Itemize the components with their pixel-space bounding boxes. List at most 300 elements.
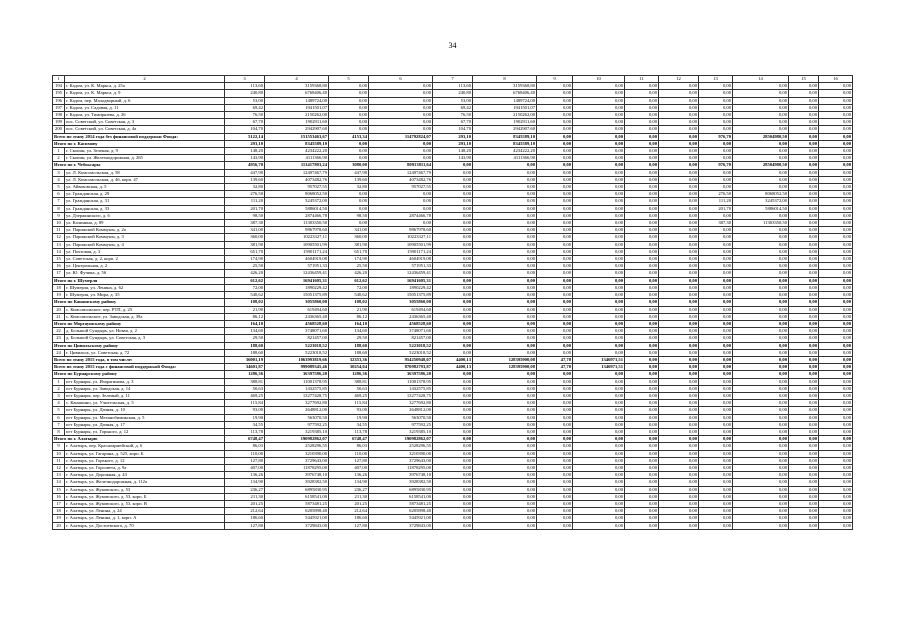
subtotal-value: 3055860,00 bbox=[369, 299, 433, 306]
value-cell: 0,00 bbox=[433, 414, 473, 421]
value-cell: 0,00 bbox=[433, 212, 473, 219]
value-cell: 3159368,80 bbox=[473, 83, 537, 90]
value-cell: 3219385,10 bbox=[369, 428, 433, 435]
address-cell: ул. Л. Комсомольская, д. 46, корп. 47 bbox=[65, 176, 225, 183]
value-cell: 127,80 bbox=[225, 457, 265, 464]
value-cell: 13277428,75 bbox=[369, 392, 433, 399]
value-cell: 0,00 bbox=[573, 292, 625, 299]
value-cell: 0,00 bbox=[789, 493, 819, 500]
value-cell: 3277692,80 bbox=[369, 400, 433, 407]
subtotal-value: 0,00 bbox=[789, 162, 819, 169]
value-cell: 0,00 bbox=[819, 486, 853, 493]
value-cell: 0,00 bbox=[733, 212, 789, 219]
value-cell: 0,00 bbox=[473, 256, 537, 263]
subtotal-value: 28504980,50 bbox=[733, 162, 789, 169]
value-cell: 139,60 bbox=[225, 176, 265, 183]
subtotal-value: 113417803,24 bbox=[265, 162, 329, 169]
value-cell: 0,00 bbox=[625, 248, 659, 255]
value-cell: 0,00 bbox=[733, 493, 789, 500]
value-cell: 0,00 bbox=[573, 263, 625, 270]
subtotal-value: 0,00 bbox=[625, 320, 659, 327]
value-cell: 0,00 bbox=[659, 83, 699, 90]
subtotal-value: 0,00 bbox=[659, 299, 699, 306]
subtotal-value: 0,00 bbox=[473, 299, 537, 306]
value-cell: 0,00 bbox=[789, 407, 819, 414]
subtotal-value: 0,00 bbox=[733, 299, 789, 306]
address-cell: г. Алатырь, ул. Горького, д. 12 bbox=[65, 457, 225, 464]
value-cell: 0,00 bbox=[733, 400, 789, 407]
value-cell: 0,00 bbox=[573, 205, 625, 212]
subtotal-value: 0,00 bbox=[733, 277, 789, 284]
value-cell: 0,00 bbox=[329, 220, 369, 227]
subtotal-value: 0,00 bbox=[473, 277, 537, 284]
table-row bbox=[53, 241, 853, 248]
value-cell: 0,00 bbox=[659, 421, 699, 428]
value-cell: 0,00 bbox=[699, 263, 733, 270]
row-number: 8 bbox=[53, 205, 65, 212]
value-cell: 0,00 bbox=[789, 119, 819, 126]
address-cell: г. Алатырь, ул. Дорожная, д. 43 bbox=[65, 472, 225, 479]
table-row bbox=[53, 284, 853, 291]
subtotal-value: 999089345,46 bbox=[265, 364, 329, 371]
value-cell: 3245372,00 bbox=[733, 198, 789, 205]
table-row bbox=[53, 270, 853, 277]
value-cell: 0,00 bbox=[433, 292, 473, 299]
address-cell: пгт Бурнары, пер. Зеленый, д. 11 bbox=[65, 392, 225, 399]
subtotal-row bbox=[53, 356, 853, 363]
subtotal-value: 108,02 bbox=[225, 299, 265, 306]
subtotal-value: 0,00 bbox=[625, 364, 659, 371]
value-cell: 426,20 bbox=[329, 270, 369, 277]
value-cell: 2874466,78 bbox=[369, 212, 433, 219]
subtotal-value: 0,00 bbox=[625, 342, 659, 349]
value-cell: 0,00 bbox=[573, 508, 625, 515]
value-cell: 4234222,20 bbox=[265, 148, 329, 155]
value-cell: 0,00 bbox=[659, 428, 699, 435]
value-cell: 0,00 bbox=[659, 148, 699, 155]
subtotal-value: 0,00 bbox=[573, 371, 625, 378]
value-cell: 0,00 bbox=[819, 349, 853, 356]
row-number: 13 bbox=[53, 472, 65, 479]
value-cell: 0,00 bbox=[789, 97, 819, 104]
value-cell: 201,25 bbox=[225, 500, 265, 507]
value-cell: 3976748,10 bbox=[265, 472, 329, 479]
value-cell: 0,00 bbox=[473, 234, 537, 241]
subtotal-value: 0,00 bbox=[733, 320, 789, 327]
table-row bbox=[53, 112, 853, 119]
value-cell: 0,00 bbox=[699, 306, 733, 313]
row-number: 7 bbox=[53, 421, 65, 428]
column-number-cell: 12 bbox=[659, 76, 699, 83]
subtotal-value: 36001,19 bbox=[225, 356, 265, 363]
value-cell: 0,00 bbox=[733, 522, 789, 529]
value-cell: 1890229,42 bbox=[369, 284, 433, 291]
value-cell: 0,00 bbox=[625, 191, 659, 198]
value-cell: 0,00 bbox=[537, 522, 573, 529]
value-cell: 98,50 bbox=[329, 212, 369, 219]
value-cell: 0,00 bbox=[699, 169, 733, 176]
value-cell: 2942907,60 bbox=[473, 126, 537, 133]
value-cell: 0,00 bbox=[659, 270, 699, 277]
value-cell: 21,90 bbox=[329, 306, 369, 313]
column-number-cell: 1 bbox=[53, 76, 65, 83]
value-cell: 0,00 bbox=[819, 119, 853, 126]
value-cell: 0,00 bbox=[819, 284, 853, 291]
value-cell: 0,00 bbox=[659, 248, 699, 255]
value-cell: 0,00 bbox=[733, 508, 789, 515]
value-cell: 0,00 bbox=[789, 385, 819, 392]
value-cell: 104,70 bbox=[225, 126, 265, 133]
value-cell: 0,00 bbox=[433, 472, 473, 479]
address-cell: пгт Бурнары, ул. Дачная, д. 17 bbox=[65, 421, 225, 428]
value-cell: 0,00 bbox=[625, 464, 659, 471]
value-cell: 0,00 bbox=[699, 457, 733, 464]
value-cell: 8068052,50 bbox=[265, 191, 329, 198]
value-cell: 98,50 bbox=[225, 212, 265, 219]
value-cell: 0,00 bbox=[819, 400, 853, 407]
value-cell: 0,00 bbox=[659, 522, 699, 529]
value-cell: 0,00 bbox=[473, 500, 537, 507]
address-cell: ул. Центральная, д. 2 bbox=[65, 263, 225, 270]
value-cell: 0,00 bbox=[473, 263, 537, 270]
value-cell: 381,90 bbox=[329, 241, 369, 248]
value-cell: 0,00 bbox=[473, 248, 537, 255]
table-row bbox=[53, 212, 853, 219]
value-cell: 0,00 bbox=[699, 472, 733, 479]
value-cell: 0,00 bbox=[733, 256, 789, 263]
subtotal-value: 0,00 bbox=[659, 356, 699, 363]
value-cell: 3219385,10 bbox=[265, 428, 329, 435]
value-cell: 0,00 bbox=[573, 248, 625, 255]
value-cell: 0,00 bbox=[573, 313, 625, 320]
subtotal-value: 0,00 bbox=[699, 356, 733, 363]
value-cell: 0,00 bbox=[433, 220, 473, 227]
value-cell: 201,70 bbox=[225, 205, 265, 212]
value-cell: 0,00 bbox=[537, 148, 573, 155]
value-cell: 0,00 bbox=[433, 400, 473, 407]
value-cell: 0,00 bbox=[699, 392, 733, 399]
value-cell: 0,00 bbox=[659, 292, 699, 299]
value-cell: 0,00 bbox=[819, 457, 853, 464]
subtotal-value: 0,00 bbox=[573, 162, 625, 169]
value-cell: 276,50 bbox=[225, 191, 265, 198]
value-cell: 407,00 bbox=[225, 464, 265, 471]
value-cell: 1890229,42 bbox=[265, 284, 329, 291]
value-cell: 341,00 bbox=[225, 227, 265, 234]
table-row bbox=[53, 97, 853, 104]
value-cell: 0,00 bbox=[733, 515, 789, 522]
value-cell: 0,00 bbox=[699, 328, 733, 335]
value-cell: 0,00 bbox=[789, 176, 819, 183]
value-cell: 0,00 bbox=[789, 457, 819, 464]
value-cell: 0,00 bbox=[625, 385, 659, 392]
value-cell: 0,00 bbox=[537, 508, 573, 515]
subtotal-value: 34601,87 bbox=[225, 364, 265, 371]
value-cell: 0,00 bbox=[819, 414, 853, 421]
address-cell: г. Кадом, ул. Тимирязева, д. 26 bbox=[65, 112, 225, 119]
value-cell: 0,00 bbox=[659, 263, 699, 270]
value-cell: 0,00 bbox=[733, 349, 789, 356]
value-cell: 0,00 bbox=[573, 515, 625, 522]
address-cell: пгт Бурнары, ул. Горького, д. 12 bbox=[65, 428, 225, 435]
value-cell: 0,00 bbox=[819, 176, 853, 183]
subtotal-value: 0,00 bbox=[573, 140, 625, 147]
value-cell: 0,00 bbox=[537, 90, 573, 97]
value-cell: 0,00 bbox=[789, 464, 819, 471]
row-number: 5 bbox=[53, 184, 65, 191]
value-cell: 0,00 bbox=[733, 176, 789, 183]
value-cell: 540,62 bbox=[329, 292, 369, 299]
subtotal-value: 0,00 bbox=[433, 371, 473, 378]
value-cell: 0,00 bbox=[329, 198, 369, 205]
address-cell: ул. Советская, д. 2, корп. 2 bbox=[65, 256, 225, 263]
value-cell: 0,00 bbox=[659, 464, 699, 471]
subtotal-value: 3055860,00 bbox=[265, 299, 329, 306]
value-cell: 0,00 bbox=[819, 248, 853, 255]
value-cell: 0,00 bbox=[789, 450, 819, 457]
column-number-cell: 4 bbox=[265, 76, 329, 83]
value-cell: 0,00 bbox=[659, 104, 699, 111]
value-cell: 5445921,00 bbox=[265, 515, 329, 522]
value-cell: 0,00 bbox=[625, 169, 659, 176]
subtotal-value: 4400,13 bbox=[433, 356, 473, 363]
value-cell: 0,00 bbox=[699, 313, 733, 320]
subtotal-label: Итого по Цивильскому району bbox=[53, 342, 225, 349]
value-cell: 0,00 bbox=[473, 284, 537, 291]
value-cell: 0,00 bbox=[573, 421, 625, 428]
value-cell: 0,00 bbox=[537, 414, 573, 421]
value-cell: 341,00 bbox=[329, 227, 369, 234]
value-cell: 19,90 bbox=[329, 414, 369, 421]
value-cell: 6768406,40 bbox=[473, 90, 537, 97]
value-cell: 0,00 bbox=[537, 184, 573, 191]
value-cell: 174,90 bbox=[225, 256, 265, 263]
value-cell: 0,00 bbox=[369, 205, 433, 212]
value-cell: 0,00 bbox=[473, 270, 537, 277]
address-cell: ул. Гражданская, д. 33 bbox=[65, 205, 225, 212]
value-cell: 0,00 bbox=[329, 126, 369, 133]
value-cell: 236,27 bbox=[225, 486, 265, 493]
value-cell: 0,00 bbox=[625, 292, 659, 299]
subtotal-row bbox=[53, 320, 853, 327]
value-cell: 0,00 bbox=[733, 241, 789, 248]
value-cell: 0,00 bbox=[659, 328, 699, 335]
value-cell: 0,00 bbox=[659, 313, 699, 320]
value-cell: 76,50 bbox=[433, 112, 473, 119]
value-cell: 0,00 bbox=[473, 486, 537, 493]
value-cell: 113,78 bbox=[329, 428, 369, 435]
value-cell: 0,00 bbox=[789, 472, 819, 479]
value-cell: 93,00 bbox=[329, 407, 369, 414]
subtotal-value: 5122,14 bbox=[225, 133, 265, 140]
value-cell: 29,50 bbox=[329, 335, 369, 342]
value-cell: 0,00 bbox=[819, 328, 853, 335]
value-cell: 0,00 bbox=[659, 349, 699, 356]
value-cell: 0,00 bbox=[537, 270, 573, 277]
address-cell: пгт Бурнары, ул. Изарагинова, д. 3 bbox=[65, 378, 225, 385]
value-cell: 76,50 bbox=[225, 112, 265, 119]
value-cell: 0,00 bbox=[573, 349, 625, 356]
value-cell: 4234222,20 bbox=[473, 148, 537, 155]
subtotal-value: 0,00 bbox=[573, 299, 625, 306]
value-cell: 143,90 bbox=[225, 155, 265, 162]
value-cell: 0,00 bbox=[625, 263, 659, 270]
address-cell: ул. Гражданская, д. 31 bbox=[65, 198, 225, 205]
value-cell: 6205898,40 bbox=[265, 508, 329, 515]
value-cell: 0,00 bbox=[699, 90, 733, 97]
value-cell: 0,00 bbox=[573, 522, 625, 529]
value-cell: 0,00 bbox=[433, 493, 473, 500]
subtotal-value: 0,00 bbox=[537, 436, 573, 443]
value-cell: 0,00 bbox=[699, 176, 733, 183]
value-cell: 0,00 bbox=[819, 126, 853, 133]
value-cell: 0,00 bbox=[699, 378, 733, 385]
value-cell: 201,70 bbox=[699, 205, 733, 212]
subtotal-value: 4400,13 bbox=[433, 364, 473, 371]
value-cell: 0,00 bbox=[699, 421, 733, 428]
row-number: 11 bbox=[53, 457, 65, 464]
value-cell: 0,00 bbox=[789, 155, 819, 162]
value-cell: 50,63 bbox=[225, 385, 265, 392]
value-cell: 0,00 bbox=[819, 493, 853, 500]
value-cell: 0,00 bbox=[473, 508, 537, 515]
value-cell: 136,26 bbox=[225, 472, 265, 479]
subtotal-value: 5223018,52 bbox=[369, 342, 433, 349]
value-cell: 0,00 bbox=[573, 270, 625, 277]
value-cell: 0,00 bbox=[819, 428, 853, 435]
value-cell: 360,00 bbox=[329, 234, 369, 241]
value-cell: 0,00 bbox=[659, 515, 699, 522]
subtotal-value: 1346971,51 bbox=[573, 356, 625, 363]
value-cell: 0,00 bbox=[537, 428, 573, 435]
value-cell: 134,60 bbox=[225, 328, 265, 335]
subtotal-value: 1346971,51 bbox=[573, 364, 625, 371]
value-cell: 0,00 bbox=[573, 241, 625, 248]
subtotal-value: 0,00 bbox=[625, 356, 659, 363]
subtotal-value: 0,00 bbox=[473, 436, 537, 443]
value-cell: 6768406,40 bbox=[265, 90, 329, 97]
value-cell: 3729843,00 bbox=[369, 522, 433, 529]
value-cell: 0,00 bbox=[537, 486, 573, 493]
table-row bbox=[53, 385, 853, 392]
value-cell: 0,00 bbox=[537, 284, 573, 291]
value-cell: 0,00 bbox=[733, 83, 789, 90]
table-row bbox=[53, 378, 853, 385]
subtotal-value: 0,00 bbox=[659, 436, 699, 443]
value-cell: 0,00 bbox=[733, 119, 789, 126]
value-cell: 0,00 bbox=[699, 450, 733, 457]
value-cell: 1941501,07 bbox=[265, 104, 329, 111]
row-number: 199 bbox=[53, 119, 65, 126]
table-row bbox=[53, 234, 853, 241]
row-number: 3 bbox=[53, 392, 65, 399]
value-cell: 0,00 bbox=[733, 126, 789, 133]
value-cell: 0,00 bbox=[473, 450, 537, 457]
value-cell: 11303350,50 bbox=[733, 220, 789, 227]
value-cell: 0,00 bbox=[473, 349, 537, 356]
subtotal-value: 0,00 bbox=[819, 371, 853, 378]
value-cell: 0,00 bbox=[433, 450, 473, 457]
subtotal-value: 0,00 bbox=[733, 356, 789, 363]
address-cell: г. Кадом, ул. К. Маркса, д. 25а bbox=[65, 83, 225, 90]
value-cell: 0,00 bbox=[537, 234, 573, 241]
value-cell: 0,00 bbox=[659, 486, 699, 493]
subtotal-value: 1286,36 bbox=[225, 371, 265, 378]
subtotal-value: 114792824,07 bbox=[369, 133, 433, 140]
value-cell: 0,00 bbox=[733, 292, 789, 299]
value-cell: 0,00 bbox=[733, 472, 789, 479]
subtotal-value: 870982793,87 bbox=[369, 364, 433, 371]
value-cell: 0,00 bbox=[789, 205, 819, 212]
value-cell: 0,00 bbox=[819, 169, 853, 176]
value-cell: 2648812,00 bbox=[265, 407, 329, 414]
value-cell: 651,70 bbox=[225, 248, 265, 255]
subtotal-label: Итого по Канашскому району bbox=[53, 299, 225, 306]
row-number: 15 bbox=[53, 486, 65, 493]
table-row bbox=[53, 126, 853, 133]
subtotal-value: 32353,36 bbox=[329, 356, 369, 363]
table-row bbox=[53, 486, 853, 493]
value-cell: 25,50 bbox=[329, 263, 369, 270]
value-cell: 3159368,80 bbox=[265, 83, 329, 90]
value-cell: 5223018,52 bbox=[369, 349, 433, 356]
value-cell: 0,00 bbox=[433, 169, 473, 176]
value-cell: 2436365,40 bbox=[369, 313, 433, 320]
value-cell: 0,00 bbox=[789, 515, 819, 522]
value-cell: 0,00 bbox=[625, 155, 659, 162]
value-cell: 0,00 bbox=[733, 443, 789, 450]
value-cell: 276,50 bbox=[699, 191, 733, 198]
value-cell: 0,00 bbox=[537, 450, 573, 457]
value-cell: 0,00 bbox=[473, 464, 537, 471]
subtotal-value: 293,10 bbox=[433, 140, 473, 147]
subtotal-row bbox=[53, 162, 853, 169]
value-cell: 86,03 bbox=[329, 443, 369, 450]
value-cell: 0,00 bbox=[625, 400, 659, 407]
row-number: 195 bbox=[53, 90, 65, 97]
value-cell: 0,00 bbox=[789, 349, 819, 356]
value-cell: 0,00 bbox=[329, 90, 369, 97]
value-cell: 0,00 bbox=[473, 184, 537, 191]
value-cell: 0,00 bbox=[733, 313, 789, 320]
subtotal-value: 16941605,31 bbox=[265, 277, 329, 284]
subtotal-value: 976,70 bbox=[699, 133, 733, 140]
value-cell: 0,00 bbox=[433, 464, 473, 471]
value-cell: 1489724,00 bbox=[265, 97, 329, 104]
value-cell: 0,00 bbox=[699, 292, 733, 299]
value-cell: 0,00 bbox=[537, 155, 573, 162]
subtotal-value: 0,00 bbox=[537, 320, 573, 327]
value-cell: 0,00 bbox=[329, 119, 369, 126]
subtotal-value: 0,00 bbox=[699, 140, 733, 147]
table-row bbox=[53, 349, 853, 356]
value-cell: 0,00 bbox=[369, 126, 433, 133]
value-cell: 69,42 bbox=[433, 104, 473, 111]
value-cell: 0,00 bbox=[625, 256, 659, 263]
value-cell: 0,00 bbox=[659, 508, 699, 515]
value-cell: 0,00 bbox=[473, 306, 537, 313]
value-cell: 821457,00 bbox=[369, 335, 433, 342]
value-cell: 0,00 bbox=[659, 335, 699, 342]
subtotal-value: 0,00 bbox=[733, 436, 789, 443]
value-cell: 0,00 bbox=[573, 493, 625, 500]
value-cell: 619494,60 bbox=[369, 306, 433, 313]
value-cell: 0,00 bbox=[699, 400, 733, 407]
value-cell: 0,00 bbox=[625, 90, 659, 97]
value-cell: 67,70 bbox=[225, 119, 265, 126]
value-cell: 3748071,60 bbox=[369, 328, 433, 335]
value-cell: 0,00 bbox=[537, 378, 573, 385]
